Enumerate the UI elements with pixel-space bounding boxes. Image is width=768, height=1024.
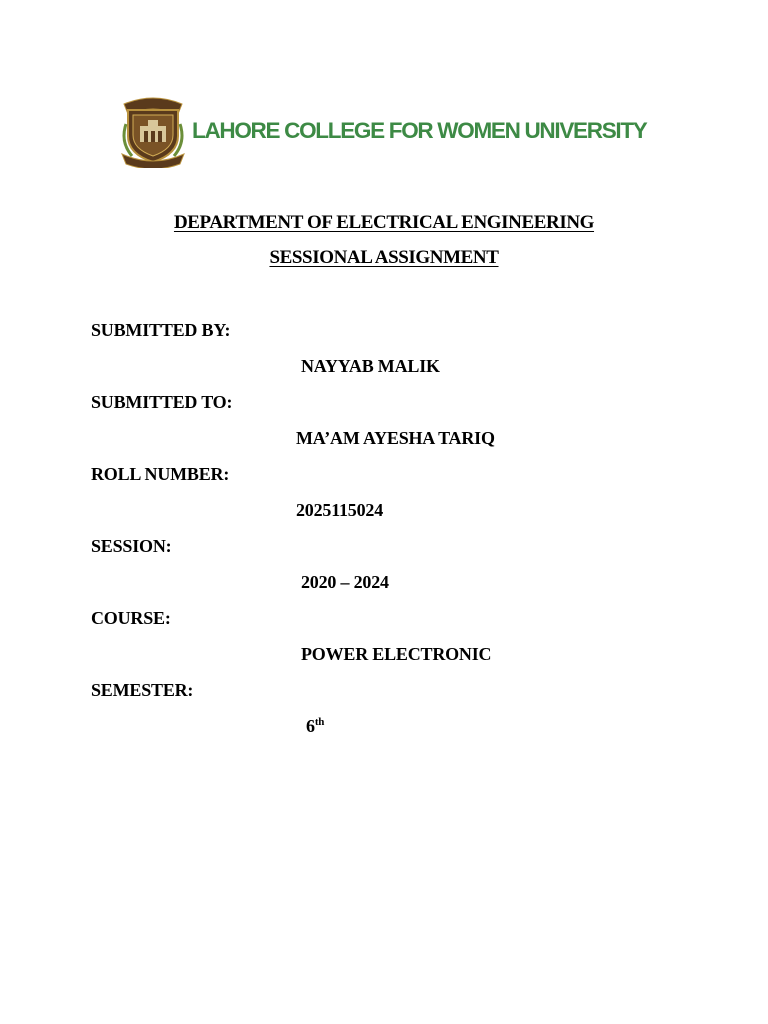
university-name: LAHORE COLLEGE FOR WOMEN UNIVERSITY — [192, 118, 647, 143]
roll-number-label: ROLL NUMBER: — [91, 464, 230, 484]
roll-number-value: 2025115024 — [296, 500, 384, 520]
university-seal-icon — [118, 94, 188, 168]
assignment-heading: SESSIONAL ASSIGNMENT — [269, 247, 499, 268]
university-header — [118, 94, 658, 170]
department-heading: DEPARTMENT OF ELECTRICAL ENGINEERING — [173, 212, 595, 233]
semester-suffix: th — [314, 716, 325, 728]
submitted-to-label: SUBMITTED TO: — [91, 392, 233, 412]
semester-number: 6 — [306, 716, 315, 736]
course-value: POWER ELECTRONIC — [301, 644, 492, 664]
semester-value — [306, 716, 324, 737]
session-label: SESSION: — [91, 536, 172, 556]
submitted-to-value: MA’AM AYESHA TARIQ — [296, 428, 495, 448]
submitted-by-value: NAYYAB MALIK — [301, 356, 440, 376]
session-value: 2020 – 2024 — [301, 572, 389, 592]
submitted-by-label: SUBMITTED BY: — [91, 320, 231, 340]
course-label: COURSE: — [91, 608, 171, 628]
semester-label: SEMESTER: — [91, 680, 194, 700]
